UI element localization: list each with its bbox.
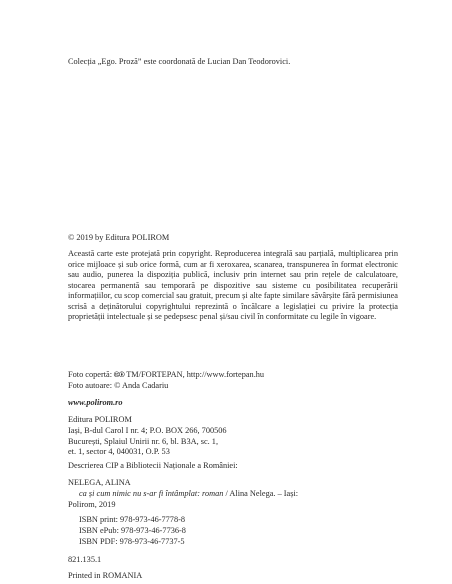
cover-photo-credit: Foto copertă: 🅭🅯 TM/FORTEPAN, http://www.fortepan.hu (68, 370, 265, 379)
cip-record (68, 478, 398, 510)
rights-paragraph: Această carte este protejată prin copyright. Reproducerea integrală sau parțială, multiplicarea prin orice mijloace și sub orice formă, cum ar fi xeroxarea, scanarea, transpunerea în format electronic sau audio, punerea la dispoziția publică, inclusiv prin internet sau prin rețele de calculatoare, stocarea permanentă sau temporară pe dispozitive sau sisteme cu posibilitatea recuperării informațiilor, cu scop comercial sau gratuit, precum și alte fapte similare săvârșite fără permisiunea scrisă a deținătorului copyrightului reprezintă o încălcare a legislației cu privire la protecția proprietății intelectuale și se pedepsesc penal și/sau civil în conformitate cu legile în vigoare. (68, 249, 398, 321)
isbn-pdf: ISBN PDF: 978-973-46-7737-5 (79, 536, 185, 546)
printed-in: Printed in ROMANIA (68, 571, 143, 580)
credits-block (68, 370, 398, 392)
copyright-block (68, 233, 398, 244)
isbn-print: ISBN print: 978-973-46-7778-8 (79, 515, 186, 524)
publisher-block (68, 415, 398, 458)
classification-block (68, 555, 398, 566)
series-note: Colecția „Ego. Proză” este coordonată de Lucian Dan Teodorovici. (68, 57, 291, 66)
publisher-address-bucuresti-1: București, Splaiul Unirii nr. 6, bl. B3A, sc. 1, (68, 436, 219, 446)
cip-book-title: ca și cum nimic nu s-ar fi întâmplat: roman (79, 488, 224, 498)
publisher-name: Editura POLIROM (68, 415, 132, 424)
cip-publisher-line: Polirom, 2019 (68, 499, 116, 509)
cip-author: NELEGA, ALINA (68, 478, 131, 487)
isbn-epub: ISBN ePub: 978-973-46-7736-8 (79, 525, 186, 535)
publisher-address-iasi: Iași, B-dul Carol I nr. 4; P.O. BOX 266, 700506 (68, 425, 227, 435)
cip-title-line (68, 489, 398, 500)
cip-title-rest: / Alina Nelega. – Iași: (223, 488, 299, 498)
author-photo-credit: Foto autoare: © Anda Cadariu (68, 380, 169, 390)
printed-in-block (68, 571, 398, 582)
cip-block (68, 461, 398, 472)
cip-heading: Descrierea CIP a Bibliotecii Naționale a României: (68, 461, 238, 470)
copyright-line: © 2019 by Editura POLIROM (68, 233, 170, 242)
publisher-address-bucuresti-2: et. 1, sector 4, 040031, O.P. 53 (68, 447, 170, 457)
website-link[interactable]: www.polirom.ro (68, 398, 123, 407)
series-note-block (68, 57, 398, 68)
isbn-block (68, 515, 398, 547)
rights-block (68, 249, 398, 323)
classification-code: 821.135.1 (68, 555, 102, 564)
website-block (68, 398, 398, 409)
